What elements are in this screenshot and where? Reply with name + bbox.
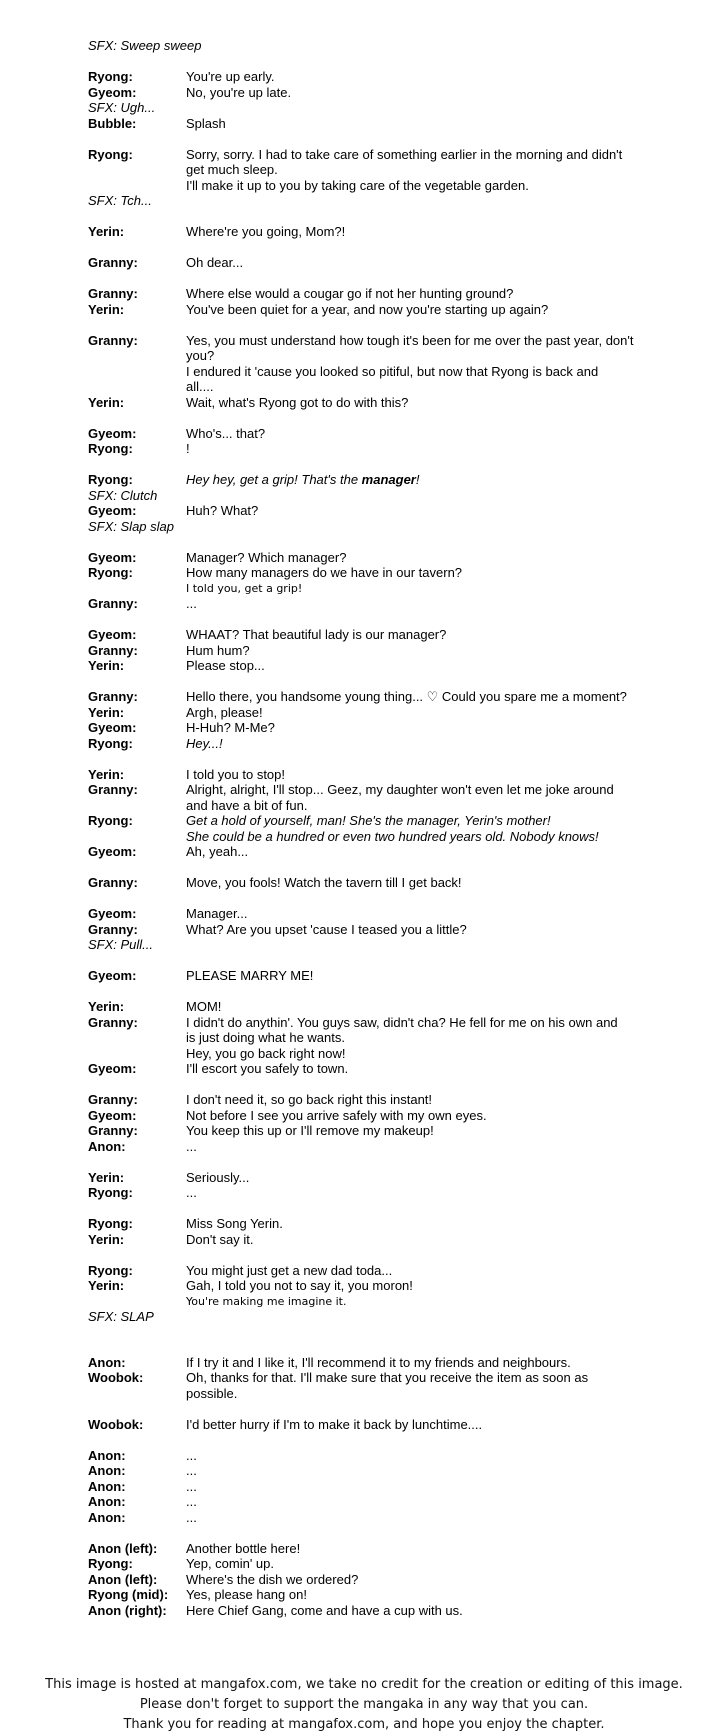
dialogue-text: Where else would a cougar go if not her hunting ground? — [186, 286, 514, 301]
dialogue-line — [88, 1463, 648, 1479]
sfx-text: SFX: SLAP — [88, 1309, 154, 1324]
dialogue-line — [88, 1603, 648, 1619]
line-spacer — [88, 1401, 648, 1417]
speaker-label: Yerin: — [88, 1169, 125, 1185]
speaker-label: Yerin: — [88, 301, 125, 317]
dialogue-line — [88, 829, 648, 845]
dialogue-text: Get a hold of yourself, man! She's the manager, Yerin's mother! — [186, 813, 551, 828]
dialogue-text: Yes, please hang on! — [186, 1587, 307, 1602]
sfx-text: SFX: Sweep sweep — [88, 38, 202, 53]
line-spacer — [88, 534, 648, 550]
speaker-label: Granny: — [88, 642, 138, 658]
speaker-label: Anon (left): — [88, 1540, 158, 1556]
dialogue-text: What? Are you upset 'cause I teased you a little? — [186, 921, 467, 937]
dialogue-text: and have a bit of fun. — [186, 797, 308, 813]
speaker-label: Anon: — [88, 1494, 126, 1509]
speaker-label — [88, 178, 186, 194]
speaker-label — [88, 798, 186, 814]
dialogue-line — [88, 1092, 648, 1108]
dialogue-text: Hum hum? — [186, 642, 250, 658]
speaker-label: Gyeom: — [88, 549, 137, 565]
hosting-footer — [0, 1675, 728, 1735]
speaker-label: Granny: — [88, 1123, 138, 1138]
speaker-label: Granny: — [88, 875, 138, 890]
line-spacer — [88, 317, 648, 333]
dialogue-line — [88, 658, 648, 674]
line-spacer — [88, 1525, 648, 1541]
dialogue-text: ! — [186, 441, 190, 456]
speaker-label: Gyeom: — [88, 1107, 137, 1123]
dialogue-text: I'll escort you safely to town. — [186, 1061, 349, 1076]
speaker-label — [88, 829, 186, 845]
speaker-label: Anon: — [88, 1447, 126, 1463]
speaker-label: Granny: — [88, 286, 138, 301]
dialogue-text: You've been quiet for a year, and now you're starting up again? — [186, 301, 549, 317]
dialogue-line — [88, 379, 648, 395]
dialogue-text: Not before I see you arrive safely with my own eyes. — [186, 1107, 487, 1123]
dialogue-text: Here Chief Gang, come and have a cup with us. — [186, 1602, 463, 1618]
dialogue-line — [88, 426, 648, 442]
dialogue-text: is just doing what he wants. — [186, 1030, 345, 1045]
speaker-label: Gyeom: — [88, 84, 137, 100]
speaker-label: Gyeom: — [88, 503, 137, 518]
speaker-label: Granny: — [88, 255, 138, 270]
sfx-text: SFX: Ugh... — [88, 100, 156, 115]
dialogue-text: ... — [186, 1478, 197, 1494]
speaker-label: Granny: — [88, 1014, 138, 1030]
dialogue-text: Who's... that? — [186, 425, 266, 441]
line-spacer — [88, 410, 648, 426]
speaker-label — [88, 1386, 186, 1402]
dialogue-line — [88, 1108, 648, 1124]
dialogue-line — [88, 441, 648, 457]
line-spacer — [88, 1077, 648, 1093]
speaker-label: Ryong: — [88, 1262, 133, 1278]
dialogue-line — [88, 1030, 648, 1046]
dialogue-text: Where's the dish we ordered? — [186, 1571, 359, 1587]
speaker-label: Anon: — [88, 1509, 126, 1525]
speaker-label: Ryong: — [88, 565, 133, 580]
dialogue-text: You keep this up or I'll remove my makeup! — [186, 1123, 434, 1138]
dialogue-line — [88, 689, 648, 705]
speaker-label — [88, 162, 186, 178]
dialogue-line — [88, 286, 648, 302]
dialogue-text: PLEASE MARRY ME! — [186, 968, 314, 983]
line-spacer — [88, 1325, 648, 1355]
dialogue-text: How many managers do we have in our tavern? — [186, 565, 463, 580]
speaker-label: Anon: — [88, 1463, 126, 1478]
speaker-label — [88, 364, 186, 380]
dialogue-line — [88, 798, 648, 814]
dialogue-text: you? — [186, 348, 215, 363]
dialogue-line — [88, 1015, 648, 1031]
dialogue-line — [88, 643, 648, 659]
dialogue-text: Seriously... — [186, 1169, 250, 1185]
speaker-label: Gyeom: — [88, 720, 137, 735]
dialogue-line — [88, 906, 648, 922]
dialogue-text: Yep, comin' up. — [186, 1556, 275, 1571]
sfx-text: SFX: Slap slap — [88, 518, 174, 534]
speaker-label: Ryong: — [88, 813, 133, 828]
line-spacer — [88, 860, 648, 876]
speaker-label: Woobok: — [88, 1370, 144, 1385]
speaker-label: Ryong (mid): — [88, 1587, 169, 1602]
speaker-label: Yerin: — [88, 1278, 125, 1293]
dialogue-line — [88, 503, 648, 519]
dialogue-line — [88, 147, 648, 163]
dialogue-line — [88, 116, 648, 132]
speaker-label: Granny: — [88, 332, 138, 348]
dialogue-line — [88, 333, 648, 349]
dialogue-line — [88, 627, 648, 643]
dialogue-line — [88, 1216, 648, 1232]
dialogue-line — [88, 565, 648, 581]
dialogue-line — [88, 767, 648, 783]
dialogue-line — [88, 1510, 648, 1526]
speaker-label: Bubble: — [88, 115, 137, 131]
dialogue-text: I endured it 'cause you looked so pitiful, but now that Ryong is back and — [186, 363, 599, 379]
dialogue-text: Sorry, sorry. I had to take care of something earlier in the morning and didn't — [186, 146, 623, 162]
speaker-label: Ryong: — [88, 69, 133, 84]
speaker-label: Gyeom: — [88, 844, 137, 859]
speaker-label: Ryong: — [88, 1216, 133, 1231]
line-spacer — [88, 891, 648, 907]
dialogue-text: If I try it and I like it, I'll recommend it to my friends and neighbours. — [186, 1354, 571, 1370]
dialogue-text: ... — [186, 1447, 197, 1463]
dialogue-text: Ah, yeah... — [186, 844, 249, 859]
line-spacer — [88, 751, 648, 767]
dialogue-text: ... — [186, 1138, 197, 1154]
dialogue-text: Please stop... — [186, 658, 265, 673]
speaker-label: Gyeom: — [88, 1061, 137, 1076]
dialogue-text: Gah, I told you not to say it, you moron! — [186, 1278, 413, 1293]
dialogue-text: You're up early. — [186, 69, 275, 84]
speaker-label: Yerin: — [88, 704, 125, 720]
dialogue-line — [88, 782, 648, 798]
line-spacer — [88, 54, 648, 70]
dialogue-text: I didn't do anythin'. You guys saw, didn't cha? He fell for me on his own and — [186, 1014, 618, 1030]
dialogue-line — [88, 736, 648, 752]
line-spacer — [88, 612, 648, 628]
dialogue-line — [88, 1185, 648, 1201]
dialogue-text: Wait, what's Ryong got to do with this? — [186, 394, 409, 410]
speaker-label: Gyeom: — [88, 425, 137, 441]
speaker-label: Granny: — [88, 1092, 138, 1107]
line-spacer — [88, 674, 648, 690]
dialogue-text: Alright, alright, I'll stop... Geez, my daughter won't even let me joke around — [186, 782, 614, 797]
dialogue-line — [88, 1139, 648, 1155]
dialogue-text: Argh, please! — [186, 704, 263, 720]
line-spacer — [88, 209, 648, 225]
speaker-label: Ryong: — [88, 1556, 133, 1571]
dialogue-line — [88, 1046, 648, 1062]
speaker-label: Woobok: — [88, 1416, 144, 1432]
dialogue-text: Hey...! — [186, 735, 223, 751]
dialogue-text: ... — [186, 1509, 197, 1525]
dialogue-line — [88, 1541, 648, 1557]
dialogue-line — [88, 1572, 648, 1588]
sfx-line — [88, 38, 648, 54]
dialogue-line — [88, 1263, 648, 1279]
dialogue-line — [88, 596, 648, 612]
dialogue-text: H-Huh? M-Me? — [186, 720, 275, 735]
speaker-label: Ryong: — [88, 472, 133, 487]
sfx-text: SFX: Clutch — [88, 487, 158, 503]
sfx-line — [88, 937, 648, 953]
sfx-line — [88, 519, 648, 535]
sfx-line — [88, 1309, 648, 1325]
speaker-label: Yerin: — [88, 999, 125, 1014]
speaker-label: Granny: — [88, 689, 138, 704]
dialogue-line — [88, 999, 648, 1015]
dialogue-text: She could be a hundred or even two hundred years old. Nobody knows! — [186, 828, 599, 844]
dialogue-line — [88, 224, 648, 240]
line-spacer — [88, 457, 648, 473]
dialogue-text: Splash — [186, 115, 226, 131]
dialogue-line — [88, 1355, 648, 1371]
footer-line-1: This image is hosted at mangafox.com, we take no credit for the creation or editing of this image. — [45, 1677, 683, 1692]
speaker-label — [88, 581, 186, 597]
dialogue-line — [88, 844, 648, 860]
dialogue-text: I don't need it, so go back right this instant! — [186, 1092, 433, 1107]
dialogue-line — [88, 875, 648, 891]
line-spacer — [88, 1432, 648, 1448]
line-spacer — [88, 1154, 648, 1170]
footer-line-2: Please don't forget to support the mangaka in any way that you can. — [139, 1697, 589, 1712]
dialogue-text: Where're you going, Mom?! — [186, 224, 346, 239]
dialogue-line — [88, 1370, 648, 1386]
dialogue-text: Another bottle here! — [186, 1540, 301, 1556]
dialogue-text: Hey, you go back right now! — [186, 1045, 346, 1061]
dialogue-line — [88, 69, 648, 85]
speaker-label: Yerin: — [88, 658, 125, 673]
speaker-label: Yerin: — [88, 766, 125, 782]
dialogue-line — [88, 922, 648, 938]
dialogue-line — [88, 1556, 648, 1572]
dialogue-text: You might just get a new dad toda... — [186, 1262, 393, 1278]
dialogue-line — [88, 1587, 648, 1603]
speaker-label: Anon (right): — [88, 1602, 167, 1618]
dialogue-line — [88, 705, 648, 721]
speaker-label: Gyeom: — [88, 627, 137, 642]
dialogue-text: Manager... — [186, 906, 248, 921]
dialogue-line — [88, 1417, 648, 1433]
script-transcript — [88, 38, 648, 1618]
speaker-label — [88, 348, 186, 364]
dialogue-text: No, you're up late. — [186, 84, 292, 100]
dialogue-text: Manager? Which manager? — [186, 549, 347, 565]
speaker-label: Anon: — [88, 1354, 126, 1370]
line-spacer — [88, 1201, 648, 1217]
dialogue-line — [88, 1494, 648, 1510]
dialogue-text: Move, you fools! Watch the tavern till I get back! — [186, 875, 462, 890]
dialogue-text: I told you, get a grip! — [186, 581, 303, 595]
speaker-label: Gyeom: — [88, 906, 137, 921]
dialogue-text: I'd better hurry if I'm to make it back by lunchtime.... — [186, 1416, 483, 1432]
dialogue-line — [88, 348, 648, 364]
dialogue-text: Don't say it. — [186, 1231, 254, 1247]
speaker-label: Anon: — [88, 1478, 126, 1494]
dialogue-line — [88, 1294, 648, 1310]
dialogue-text: MOM! — [186, 999, 222, 1014]
speaker-label — [88, 1046, 186, 1062]
sfx-text: SFX: Tch... — [88, 193, 152, 208]
dialogue-line — [88, 1386, 648, 1402]
speaker-label: Granny: — [88, 921, 138, 937]
line-spacer — [88, 953, 648, 969]
dialogue-text — [186, 472, 648, 488]
speaker-label: Gyeom: — [88, 968, 137, 983]
dialogue-text: Oh, thanks for that. I'll make sure that you receive the item as soon as — [186, 1370, 589, 1385]
dialogue-line — [88, 1448, 648, 1464]
dialogue-text: Hello there, you handsome young thing... ♡ Could you spare me a moment? — [186, 689, 627, 704]
dialogue-line — [88, 1123, 648, 1139]
dialogue-text-part: ! — [415, 472, 420, 487]
dialogue-line — [88, 162, 648, 178]
dialogue-text: I told you to stop! — [186, 766, 286, 782]
dialogue-line — [88, 472, 648, 488]
dialogue-line — [88, 1479, 648, 1495]
line-spacer — [88, 131, 648, 147]
dialogue-line — [88, 1232, 648, 1248]
dialogue-text: possible. — [186, 1385, 238, 1401]
dialogue-text: ... — [186, 1494, 197, 1509]
dialogue-line — [88, 968, 648, 984]
dialogue-line — [88, 813, 648, 829]
speaker-label — [88, 1294, 186, 1310]
speaker-label: Ryong: — [88, 441, 133, 456]
dialogue-line — [88, 85, 648, 101]
dialogue-text-part: Hey hey, get a grip! That's the — [186, 472, 362, 487]
speaker-label — [88, 379, 186, 395]
dialogue-text: Yes, you must understand how tough it's been for me over the past year, don't — [186, 332, 634, 348]
line-spacer — [88, 271, 648, 287]
dialogue-line — [88, 364, 648, 380]
dialogue-line — [88, 178, 648, 194]
dialogue-line — [88, 581, 648, 597]
dialogue-text: all.... — [186, 379, 214, 394]
footer-line-3: Thank you for reading at mangafox.com, and hope you enjoy the chapter. — [123, 1717, 605, 1732]
speaker-label: Yerin: — [88, 224, 125, 239]
speaker-label: Ryong: — [88, 1185, 133, 1200]
dialogue-line — [88, 720, 648, 736]
dialogue-line — [88, 302, 648, 318]
speaker-label: Ryong: — [88, 146, 133, 162]
sfx-line — [88, 100, 648, 116]
dialogue-line — [88, 1278, 648, 1294]
speaker-label: Yerin: — [88, 1231, 125, 1247]
dialogue-line — [88, 1170, 648, 1186]
line-spacer — [88, 1247, 648, 1263]
speaker-label — [88, 1030, 186, 1046]
speaker-label: Granny: — [88, 596, 138, 611]
speaker-label: Yerin: — [88, 394, 125, 410]
dialogue-text: You're making me imagine it. — [186, 1294, 347, 1308]
dialogue-text: I'll make it up to you by taking care of the vegetable garden. — [186, 177, 529, 193]
dialogue-line — [88, 255, 648, 271]
sfx-line — [88, 193, 648, 209]
line-spacer — [88, 240, 648, 256]
dialogue-text: Huh? What? — [186, 503, 259, 518]
speaker-label: Anon (left): — [88, 1571, 158, 1587]
dialogue-text: ... — [186, 1463, 197, 1478]
dialogue-text: Miss Song Yerin. — [186, 1216, 283, 1231]
speaker-label: Ryong: — [88, 735, 133, 751]
sfx-text: SFX: Pull... — [88, 937, 154, 952]
dialogue-line — [88, 1061, 648, 1077]
dialogue-text: ... — [186, 1185, 197, 1200]
speaker-label: Anon: — [88, 1138, 126, 1154]
speaker-label: Granny: — [88, 782, 138, 797]
sfx-line — [88, 488, 648, 504]
dialogue-text: get much sleep. — [186, 162, 278, 177]
dialogue-line — [88, 395, 648, 411]
dialogue-emphasis: manager — [361, 472, 416, 487]
line-spacer — [88, 984, 648, 1000]
dialogue-text: Oh dear... — [186, 255, 244, 270]
dialogue-text: WHAAT? That beautiful lady is our manager? — [186, 627, 447, 642]
dialogue-line — [88, 550, 648, 566]
dialogue-text: ... — [186, 596, 197, 611]
